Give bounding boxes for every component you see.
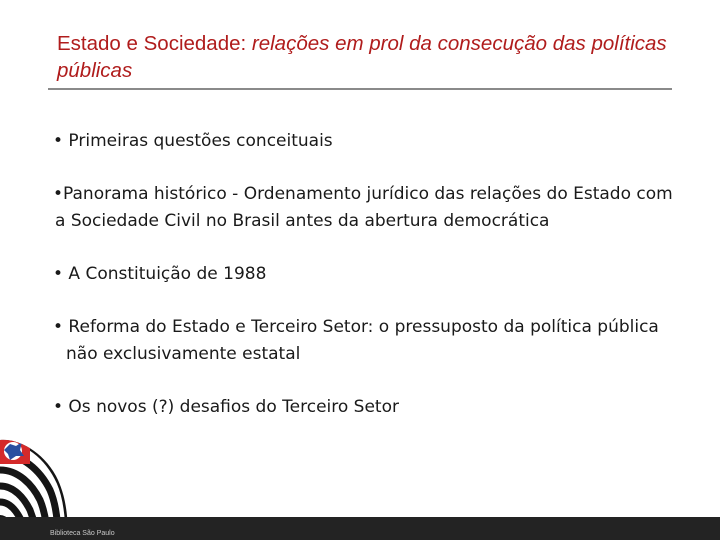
bullet-item <box>53 314 659 368</box>
slide-title-italic: relações em prol da consecução das políticas públicas <box>57 32 667 82</box>
bullet-item <box>53 181 673 235</box>
bullet-text-continued: a Sociedade Civil no Brasil antes da abertura democrática <box>55 211 550 231</box>
slide-title <box>57 30 697 84</box>
bullet-text-continued: não exclusivamente estatal <box>66 344 301 364</box>
bullet-item <box>53 394 399 421</box>
bullet-item <box>53 261 266 288</box>
bullet-item <box>53 128 333 155</box>
bullet-text: •Panorama histórico - Ordenamento jurídico das relações do Estado com <box>53 184 673 204</box>
title-divider <box>48 88 672 90</box>
slide-title-main: Estado e Sociedade: <box>57 32 252 55</box>
bullet-text: • A Constituição de 1988 <box>53 264 267 284</box>
bullet-text: • Os novos (?) desafios do Terceiro Setor <box>53 397 399 417</box>
bullet-text: • Reforma do Estado e Terceiro Setor: o pressuposto da política pública <box>53 317 659 337</box>
bullet-text: • Primeiras questões conceituais <box>53 131 333 151</box>
footer-caption: Biblioteca São Paulo <box>50 530 115 537</box>
